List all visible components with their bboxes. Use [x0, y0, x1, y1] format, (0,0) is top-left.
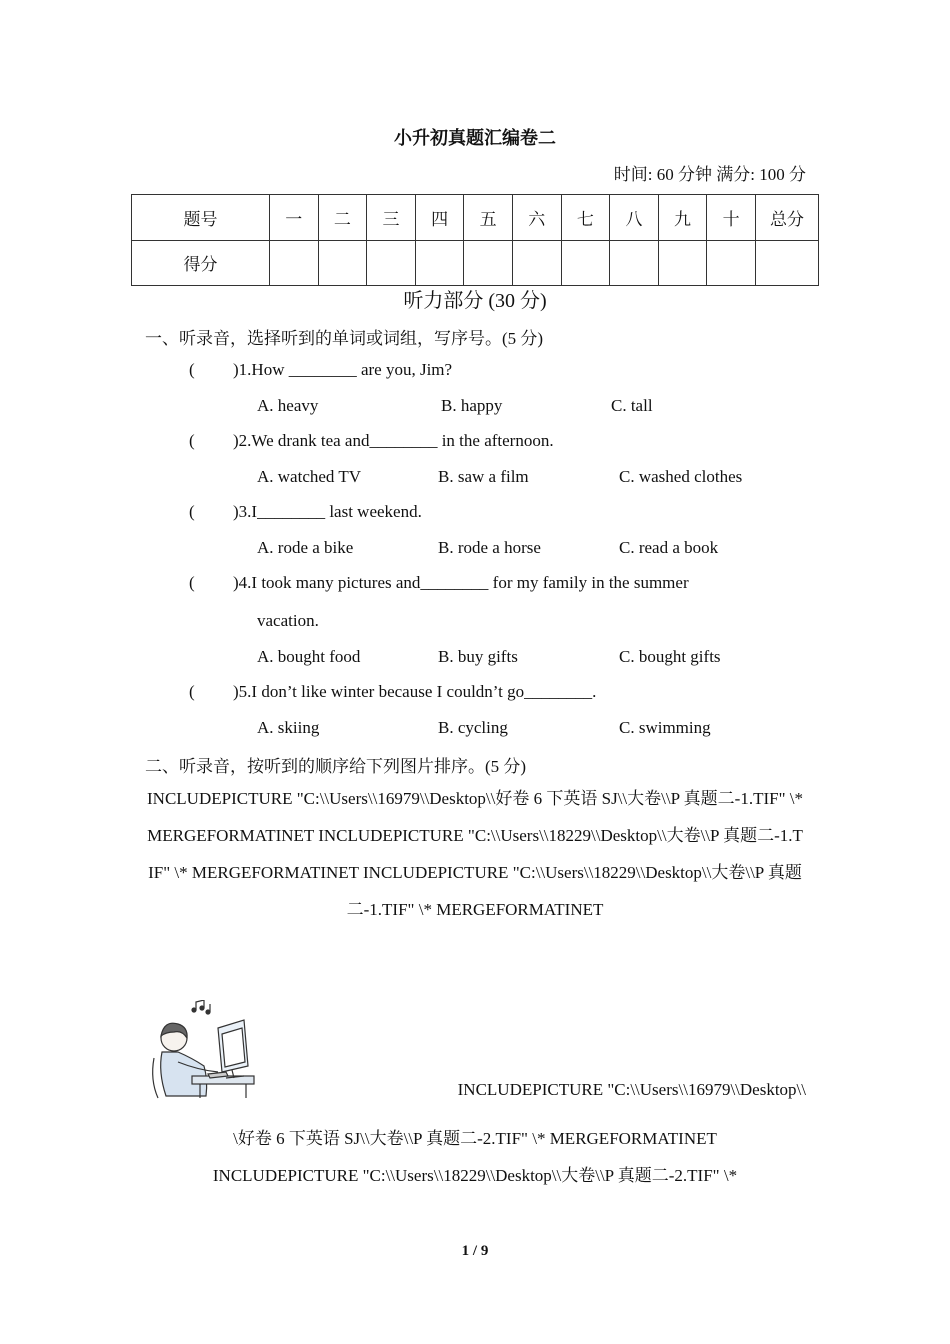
option-c: C. swimming: [619, 718, 711, 737]
field-code-line-2a: INCLUDEPICTURE "C:\\Users\\16979\\Desktop\\: [457, 1080, 806, 1099]
question-stem: )2.We drank tea and________ in the afternoon.: [233, 431, 554, 450]
answer-blank[interactable]: (: [189, 360, 195, 379]
score-header-cell: 五: [464, 195, 513, 241]
score-header-cell: 四: [415, 195, 464, 241]
option-c: C. bought gifts: [619, 647, 721, 666]
score-header-cell: 二: [318, 195, 367, 241]
part2-instruction: 二、听录音，按听到的顺序给下列图片排序。(5 分): [145, 757, 527, 776]
score-header-cell: 三: [367, 195, 416, 241]
field-code-line-2b: \好卷 6 下英语 SJ\\大卷\\P 真题二-2.TIF" \* MERGEFORMATINET: [233, 1129, 717, 1148]
score-row-label: 得分: [132, 240, 270, 286]
answer-blank[interactable]: (: [189, 431, 195, 450]
option-b: B. cycling: [438, 718, 508, 737]
boy-at-computer-illustration: [148, 1000, 258, 1100]
document-title: 小升初真题汇编卷二: [394, 128, 556, 148]
score-table: [131, 194, 819, 286]
score-header-cell: 一: [270, 195, 319, 241]
option-c: C. read a book: [619, 538, 719, 557]
score-cell[interactable]: [707, 240, 756, 286]
option-b: B. rode a horse: [438, 538, 541, 557]
exam-time-info: 时间: 60 分钟 满分: 100 分: [613, 165, 806, 184]
score-cell[interactable]: [415, 240, 464, 286]
score-cell[interactable]: [561, 240, 610, 286]
option-c: C. tall: [611, 396, 653, 415]
field-code-line-2c: INCLUDEPICTURE "C:\\Users\\18229\\Desktop\\大卷\\P 真题二-2.TIF" \*: [212, 1166, 738, 1185]
question-stem-continued: vacation.: [257, 611, 319, 630]
question-5: [189, 682, 596, 702]
score-header-cell: 六: [512, 195, 561, 241]
question-stem: )1.How ________ are you, Jim?: [233, 360, 453, 379]
score-cell[interactable]: [270, 240, 319, 286]
question-1: [189, 360, 452, 380]
score-header-cell: 总分: [756, 195, 819, 241]
part1-instruction: 一、听录音，选择听到的单词或词组，写序号。(5 分): [145, 329, 544, 348]
option-b: B. buy gifts: [438, 647, 518, 666]
score-header-cell: 十: [707, 195, 756, 241]
answer-blank[interactable]: (: [189, 573, 195, 592]
option-a: A. watched TV: [257, 467, 362, 486]
question-stem: )5.I don’t like winter because I couldn’t go________.: [233, 682, 597, 701]
question-2: [189, 431, 554, 451]
option-a: A. bought food: [257, 647, 361, 666]
option-b: B. saw a film: [438, 467, 529, 486]
field-code-block-1: INCLUDEPICTURE "C:\\Users\\16979\\Desktop\\好卷 6 下英语 SJ\\大卷\\P 真题二-1.TIF" \* MERGEFORMATINET INCLUDEPICTURE "C:\\Users\\18229\\Desktop\\大卷\\P 真题二-1.TIF" \* MERGEFORMATINET INCLUDEPICTURE "C:\\Users\\18229\\Desktop\\大卷\\P 真题二-1.TIF" \* MERGEFORMATINET: [147, 789, 803, 919]
score-header-cell: 七: [561, 195, 610, 241]
score-cell[interactable]: [658, 240, 707, 286]
question-3: [189, 502, 422, 522]
listening-section-heading: 听力部分 (30 分): [403, 290, 547, 312]
option-b: B. happy: [441, 396, 503, 415]
desk: [192, 1076, 254, 1084]
question-4: [189, 573, 689, 593]
answer-blank[interactable]: (: [189, 502, 195, 521]
chair-back: [153, 1058, 158, 1098]
question-stem: )3.I________ last weekend.: [233, 502, 422, 521]
score-cell[interactable]: [512, 240, 561, 286]
score-cell[interactable]: [756, 240, 819, 286]
score-cell[interactable]: [367, 240, 416, 286]
option-a: A. skiing: [257, 718, 320, 737]
score-table-score-row: [132, 240, 819, 286]
score-header-cell: 题号: [132, 195, 270, 241]
option-c: C. washed clothes: [619, 467, 743, 486]
score-cell[interactable]: [318, 240, 367, 286]
question-stem: )4.I took many pictures and________ for my family in the summer: [233, 573, 689, 592]
page-number: 1 / 9: [461, 1243, 489, 1259]
score-table-header-row: [132, 195, 819, 241]
option-a: A. rode a bike: [257, 538, 354, 557]
monitor-screen: [222, 1028, 245, 1067]
score-header-cell: 九: [658, 195, 707, 241]
score-cell[interactable]: [464, 240, 513, 286]
answer-blank[interactable]: (: [189, 682, 195, 701]
score-header-cell: 八: [610, 195, 659, 241]
score-cell[interactable]: [610, 240, 659, 286]
option-a: A. heavy: [257, 396, 319, 415]
